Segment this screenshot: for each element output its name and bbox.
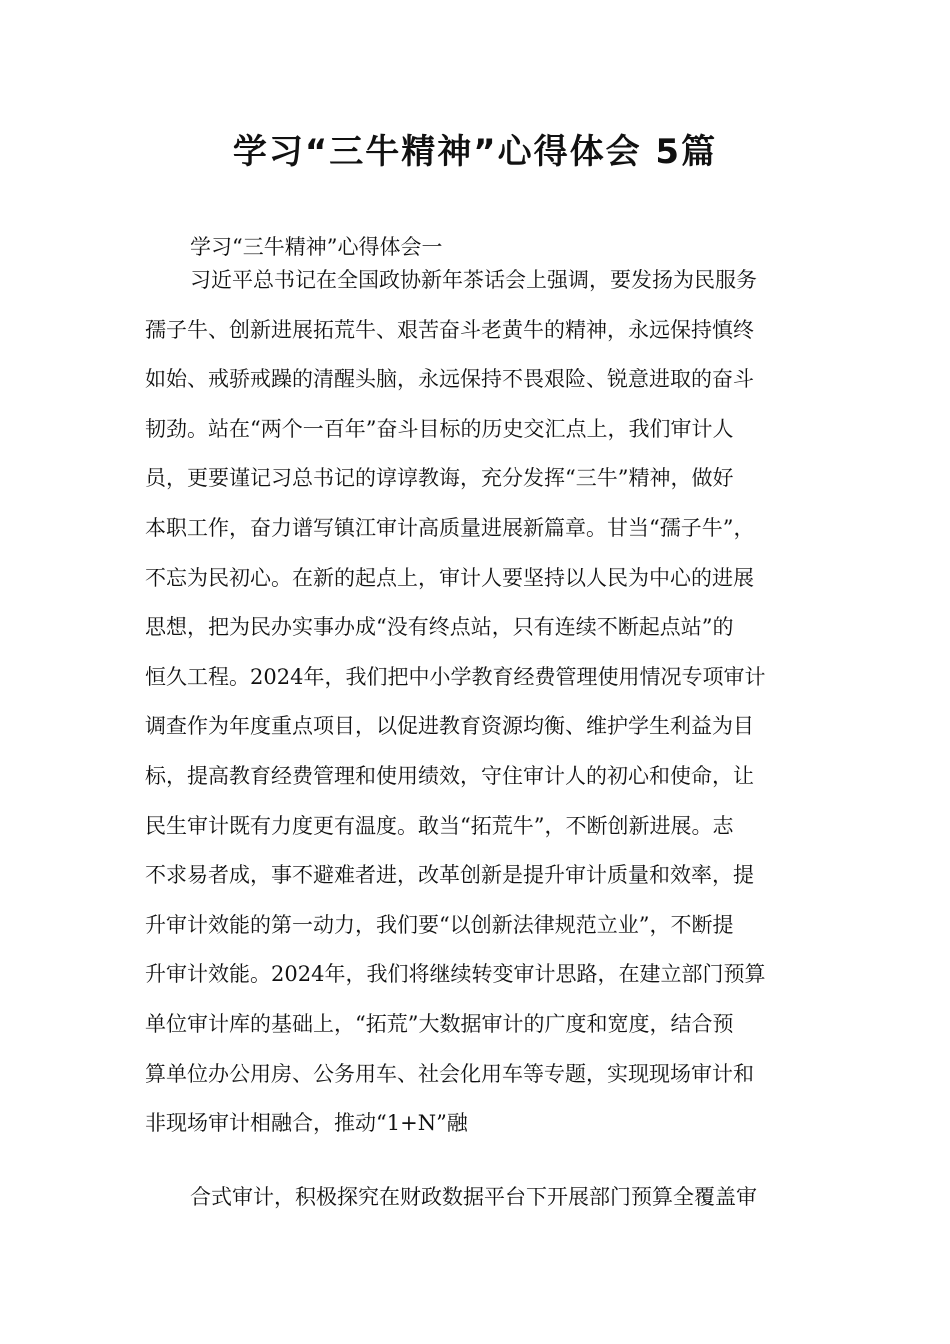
paragraph-line: 单位审计库的基础上，“拓荒”大数据审计的广度和宽度，结合预 — [145, 1011, 734, 1036]
paragraph-line: 升审计效能。2024年，我们将继续转变审计思路，在建立部门预算 — [145, 962, 766, 987]
paragraph-line: 不忘为民初心。在新的起点上，审计人要坚持以人民为中心的进展 — [145, 565, 754, 590]
paragraph-line: 如始、戒骄戒躁的清醒头脑，永远保持不畏艰险、锐意进取的奋斗 — [145, 367, 754, 392]
document-title: 学习“三牛精神”心得体会 5篇 — [232, 132, 718, 172]
paragraph-line: 员，更要谨记习总书记的谆谆教诲，充分发挥“三牛”精神，做好 — [145, 466, 734, 491]
paragraph-line: 本职工作，奋力谱写镇江审计高质量进展新篇章。甘当“孺子牛”， — [145, 515, 755, 540]
paragraph-line: 调查作为年度重点项目，以促进教育资源均衡、维护学生利益为目 — [145, 714, 754, 739]
paragraph-line: 韧劲。站在“两个一百年”奋斗目标的历史交汇点上，我们审计人 — [145, 416, 734, 441]
paragraph-line: 不求易者成，事不避难者进，改革创新是提升审计质量和效率，提 — [145, 863, 754, 888]
paragraph-line: 非现场审计相融合，推动“1+N”融 — [145, 1111, 468, 1136]
paragraph-1 — [145, 256, 811, 1149]
paragraph-line: 孺子牛、创新进展拓荒牛、艰苦奋斗老黄牛的精神，永远保持慎终 — [145, 317, 754, 342]
paragraph-line: 恒久工程。2024年，我们把中小学教育经费管理使用情况专项审计 — [145, 664, 766, 689]
section-heading: 学习“三牛精神”心得体会一 — [190, 235, 443, 259]
paragraph-line: 习近平总书记在全国政协新年茶话会上强调，要发扬为民服务 — [190, 268, 757, 292]
paragraph-line: 标，提高教育经费管理和使用绩效，守住审计人的初心和使命，让 — [145, 763, 754, 788]
paragraph-line: 算单位办公用房、公务用车、社会化用车等专题，实现现场审计和 — [145, 1061, 754, 1086]
paragraph-line: 民生审计既有力度更有温度。敢当“拓荒牛”，不断创新进展。志 — [145, 813, 734, 838]
paragraph-line: 升审计效能的第一动力，我们要“以创新法律规范立业”，不断提 — [145, 912, 734, 937]
paragraph-line: 合式审计，积极探究在财政数据平台下开展部门预算全覆盖审 — [190, 1185, 757, 1209]
paragraph-line: 思想，把为民办实事办成“没有终点站，只有连续不断起点站”的 — [145, 615, 734, 640]
paragraph-2 — [145, 1173, 811, 1223]
